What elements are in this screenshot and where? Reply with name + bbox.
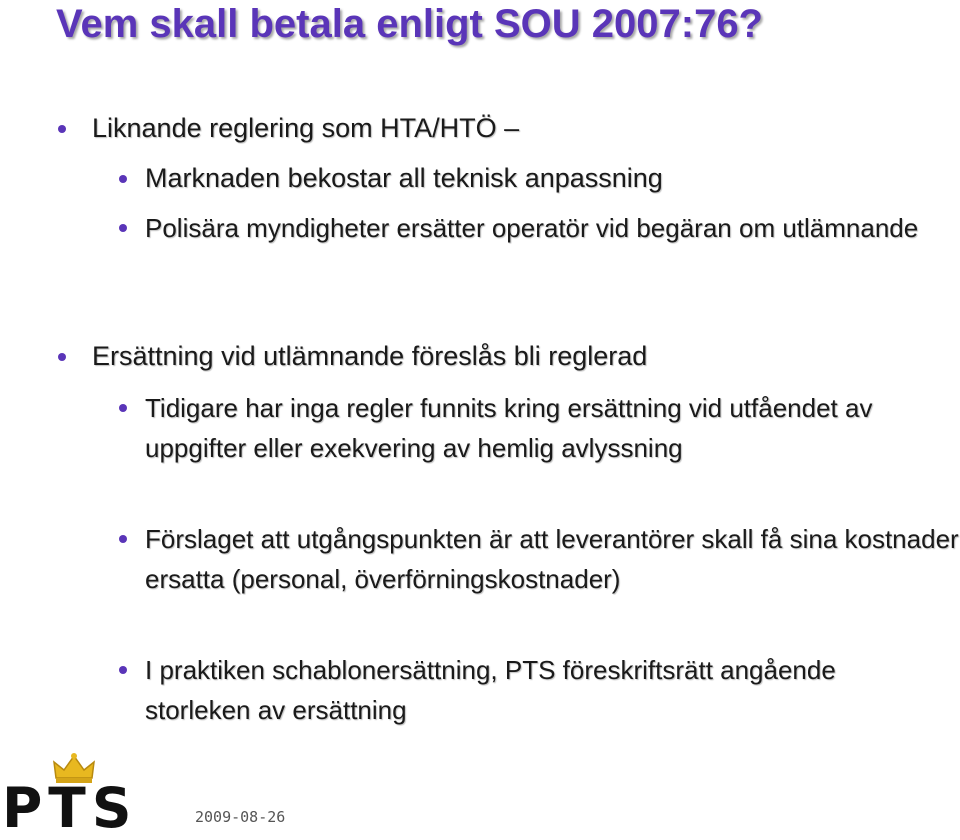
bullet-text: Tidigare har inga regler funnits kring ersättning vid utfåendet av uppgifter eller exekvering av hemlig avlyssning [145,393,873,463]
slide-title: Vem skall betala enligt SOU 2007:76? [56,2,763,46]
bullet-icon [58,125,66,133]
bullet-icon [119,224,127,232]
bullet-level2 [145,208,955,248]
bullet-icon [58,353,66,361]
bullet-text: Ersättning vid utlämnande föreslås bli reglerad [92,341,648,371]
bullet-icon [119,404,127,412]
bullet-level2 [145,163,945,193]
bullet-level1 [92,341,942,371]
bullet-text: Förslaget att utgångspunkten är att leverantörer skall få sina kostnader ersatta (personal, överförningskostnader) [145,524,959,594]
bullet-level1 [92,113,942,143]
bullet-text: Polisära myndigheter ersätter operatör vid begäran om utlämnande [145,213,919,243]
bullet-icon [119,535,127,543]
bullet-icon [119,666,127,674]
bullet-icon [119,175,127,183]
bullet-level2 [145,388,925,468]
bullet-level2 [145,519,959,599]
bullet-text: Liknande reglering som HTA/HTÖ – [92,113,520,143]
bullet-level2 [145,650,885,730]
slide-date: 2009-08-26 [195,808,286,826]
bullet-text: I praktiken schablonersättning, PTS föreskriftsrätt angående storleken av ersättning [145,655,836,725]
pts-logo: PTS [2,776,138,840]
bullet-text: Marknaden bekostar all teknisk anpassning [145,163,663,193]
